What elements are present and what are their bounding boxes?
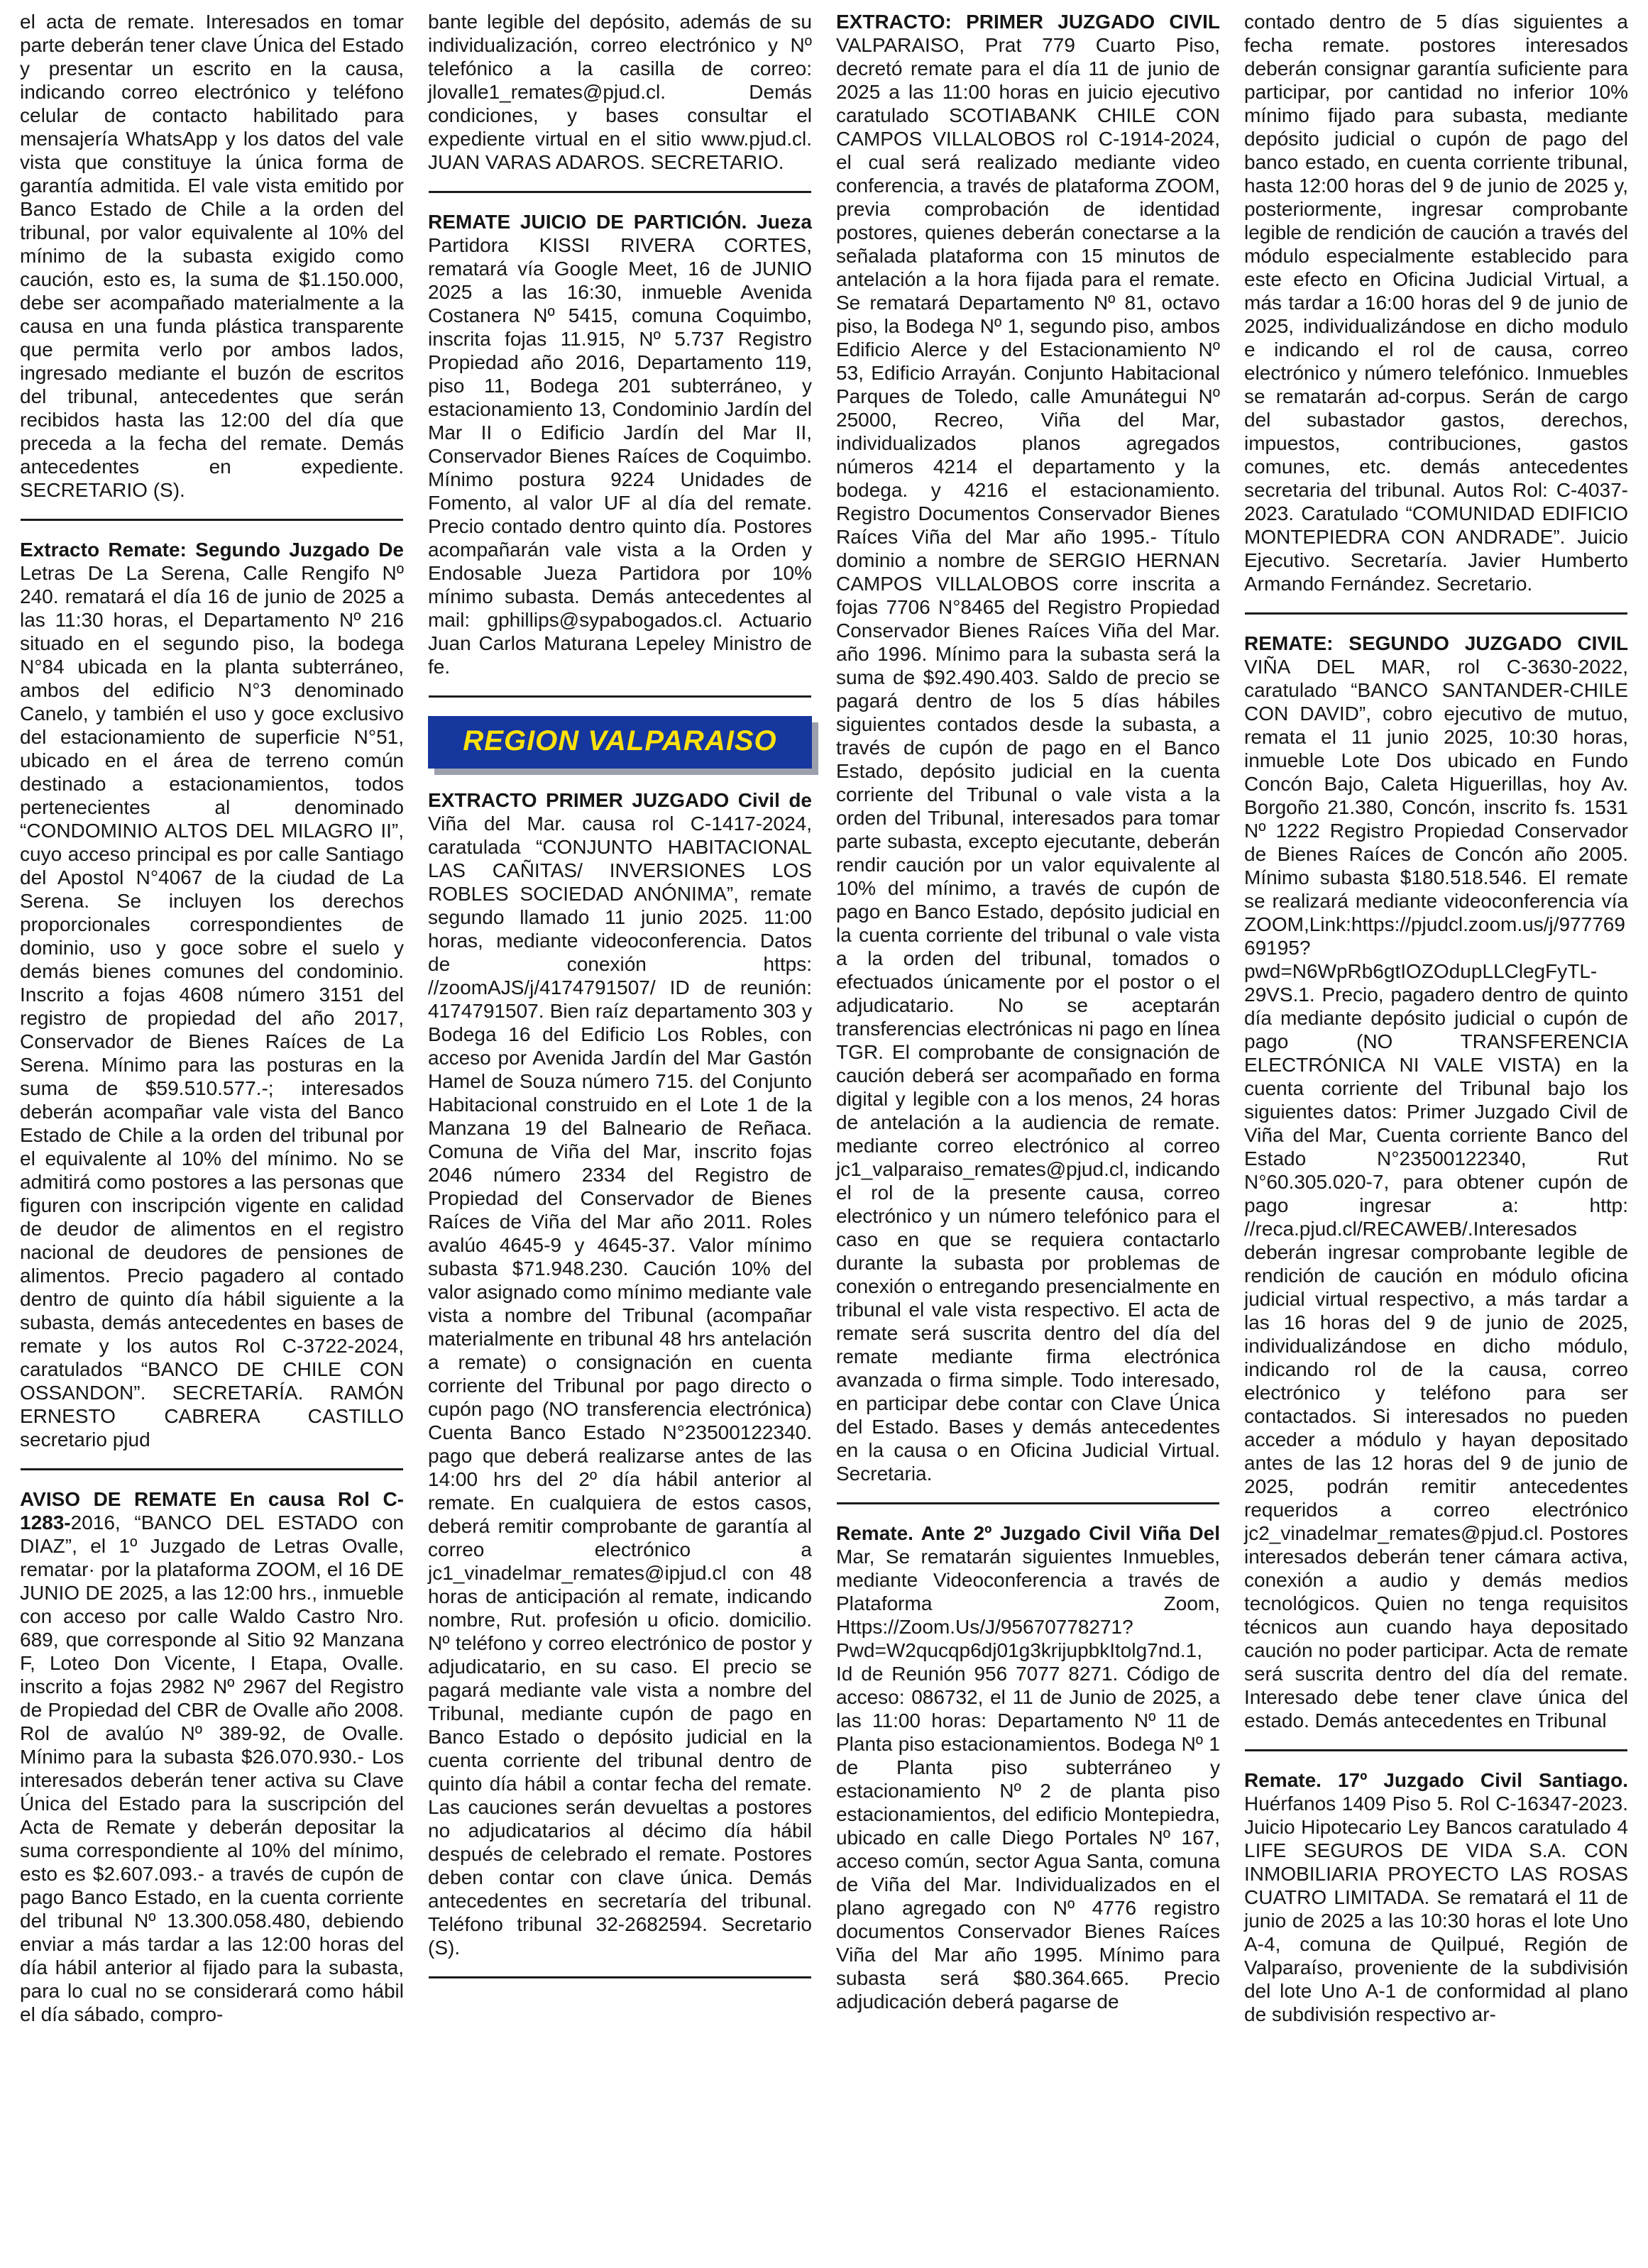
legal-notice xyxy=(428,788,812,1959)
legal-notice xyxy=(836,1521,1220,2013)
legal-notice xyxy=(1244,1768,1628,2026)
notice-heading-text: Remate. Ante 2º Juzgado Civil Viña Del xyxy=(836,1522,1220,1544)
column-4 xyxy=(1244,10,1628,2268)
notice-body-text: VALPARAISO, Prat 779 Cuarto Piso, decretó remate para el día 11 de junio de 2025 a las 11:00 horas en juicio ejecutivo caratulado SCOTIABANK CHILE CON CAMPOS VILLALOBOS rol C-1914-2024, el cual será realizado mediante video conferencia, a través de plataforma ZOOM, previa comprobación de identidad postores, quienes deberán conectarse a la señalada plataforma con 15 minutos de antelación a la hora fijada para el remate. Se rematará Departamento Nº 81, octavo piso, la Bodega Nº 1, segundo piso, ambos Edificio Alerce y del Estacionamiento Nº 53, Edificio Arrayán. Conjunto Habitacional Parques de Toledo, calle Amunátegui Nº 25000, Recreo, Viña del Mar, individualizados planos agregados números 4214 el departamento y la bodega. y 4216 el estacionamiento. Registro Documentos Conservador Bienes Raíces Viña del Mar año 1995.- Título dominio a nombre de SERGIO HERNAN CAMPOS VILLALOBOS corre inscrita a fojas 7706 N°8465 del Registro Propiedad Conservador Bienes Raíces Viña del Mar. año 1996. Mínimo para la subasta será la suma de $92.490.403. Saldo de precio se pagará dentro de los 5 días hábiles siguientes contados desde la subasta, a través de cupón de pago en el Banco Estado, depósito judicial en la cuenta corriente del Tribunal o vale vista a la orden del Tribunal, interesados para tomar parte subasta, excepto ejecutante, deberán rendir caución por un valor equivalente al 10% del mínimo, a través de cupón de pago en Banco Estado, depósito judicial en la cuenta corriente del tribunal o vale vista a la orden del tribunal, tomados o efectuados únicamente por el postor o el adjudicatario. No se aceptarán transferencias electrónicas ni pago en línea TGR. El comprobante de consignación de caución deberá ser acompañado en forma digital y legible con a los menos, 24 horas de antelación a la audiencia de remate. mediante correo electrónico al correo jc1_valparaiso_remates@pjud.cl, indicando el rol de la presente causa, correo electrónico y un número telefónico para el caso en que se requiera contactarlo durante la subasta por problemas de conexión o entregando presencialmente en tribunal el vale vista respectivo. El acta de remate será suscrita dentro del día del remate mediante firma electrónica avanzada o firma simple. Todo interesado, en participar debe contar con Clave Única del Estado. Bases y demás antecedentes en la causa o en Oficina Judicial Virtual. Secretaria. xyxy=(836,34,1220,1485)
notice-heading-text: AVISO DE REMATE En causa Rol C-1283- xyxy=(20,1488,404,1534)
region-banner-label: REGION VALPARAISO xyxy=(463,725,777,756)
notice-divider xyxy=(429,191,811,193)
notice-heading-text: REMATE JUICIO DE PARTICIÓN. Jueza xyxy=(428,211,812,233)
notice-divider xyxy=(429,1976,811,1978)
notice-body-text: Letras De La Serena, Calle Rengifo Nº 240. rematará el día 16 de junio de 2025 a las 11:30 horas, el Departamento Nº 216 situado en el segundo piso, la bodega N°84 ubicada en la planta subterráneo, ambos del edificio N°3 denominado Canelo, y también el uso y goce exclusivo del estacionamiento de superficie N°51, ubicado en el área de terreno común destinado a estacionamientos, todos pertenecientes al denominado “CONDOMINIO ALTOS DEL MILAGRO II”, cuyo acceso principal es por calle Santiago del Apostol N°4067 de la ciudad de La Serena. Se incluyen los derechos proporcionales correspondientes de dominio, uso y goce sobre el suelo y demás bienes comunes del condominio. Inscrito a fojas 4608 número 3151 del registro de propiedad del año 2017, Conservador de Bienes Raíces de La Serena. Mínimo para las posturas en la suma de $59.510.577.-; interesados deberán acompañar vale vista del Banco Estado de Chile a la orden del tribunal por el equivalente al 10% del mínimo. No se admitirá como postores a las personas que figuren con inscripción vigente en calidad de deudor de alimentos en el registro nacional de deudores de pensiones de alimentos. Precio pagadero al contado dentro de quinto día hábil siguiente a la subasta, demás antecedentes en bases de remate y los autos Rol C-3722-2024, caratulados “BANCO DE CHILE CON OSSANDON”. SECRETARÍA. RAMÓN ERNESTO CABRERA CASTILLO secretario pjud xyxy=(20,562,404,1450)
notice-body-text: VIÑA DEL MAR, rol C-3630-2022, caratulado “BANCO SANTANDER-CHILE CON DAVID”, cobro ejecutivo de mutuo, remata el 11 junio 2025, 10:30 horas, inmueble Lote Dos ubicado en Fundo Concón Bajo, Caleta Higuerillas, hoy Av. Borgoño 21.380, Concón, inscrito fs. 1531 Nº 1222 Registro Propiedad Conservador de Bienes Raíces de Concón año 2005. Mínimo subasta $180.518.546. El remate se realizará mediante videoconferencia vía ZOOM,Link:https://pjudcl.zoom.us/j/97776969195?pwd=N6WpRb6gtIOZOdupLLClegFyTL-29VS.1. Precio, pagadero dentro de quinto día mediante depósito judicial o cupón de pago (NO TRANSFERENCIA ELECTRÓNICA NI VALE VISTA) en la cuenta corriente del Tribunal bajo los siguientes datos: Primer Juzgado Civil de Viña del Mar, Cuenta corriente Banco del Estado N°23500122340, Rut N°60.305.020-7, para obtener cupón de pago ingresar a: http: //reca.pjud.cl/RECAWEB/.Interesados deberán ingresar comprobante legible de rendición de caución en módulo oficina judicial virtual respectivo, a más tardar a las 16 horas del 9 de junio de 2025, individualizándose en dicho módulo, indicando rol de la causa, correo electrónico y teléfono para ser contactados. Si interesados no pueden acceder a módulo y hayan depositado antes de las 12 horas del 9 de junio de 2025, podrán remitir antecedentes requeridos a correo electrónico jc2_vinadelmar_remates@pjud.cl. Postores interesados deberán tener cámara activa, conexión a audio y demás medios tecnológicos. Quien no tenga requisitos técnicos aun cuando haya depositado caución no poder participar. Acta de remate será suscrita dentro del día del remate. Interesado debe tener clave única del estado. Demás antecedentes en Tribunal xyxy=(1244,656,1628,1732)
column-2 xyxy=(428,10,812,2268)
legal-notice xyxy=(1244,10,1628,595)
notice-heading-text: REMATE: SEGUNDO JUZGADO CIVIL xyxy=(1244,632,1628,654)
notice-body-text: contado dentro de 5 días siguientes a fecha remate. postores interesados deberán consignar garantía suficiente para participar, por cantidad no inferior 10% mínimo fijado para subasta, mediante depósito judicial o cupón de pago del banco estado, en cuenta corriente tribunal, hasta 12:00 horas del 9 de junio de 2025 y, posteriormente, ingresar comprobante legible de rendición de caución a través del módulo especialmente establecido para este efecto en Oficina Judicial Virtual, a más tardar a 16:00 horas del 9 de junio de 2025, individualizándose en dicho modulo e indicando el rol de causa, correo electrónico y número telefónico. Inmuebles se rematarán ad-corpus. Serán de cargo del subastador gastos, derechos, impuestos, contribuciones, gastos comunes, etc. demás antecedentes secretaria del tribunal. Autos Rol: C-4037-2023. Caratulado “COMUNIDAD EDIFICIO MONTEPIEDRA CON ANDRADE”. Juicio Ejecutivo. Secretaría. Javier Humberto Armando Fernández. Secretario. xyxy=(1244,11,1628,595)
notice-heading-text: Extracto Remate: Segundo Juzgado De xyxy=(20,539,404,561)
legal-notice xyxy=(836,10,1220,1485)
notice-heading-text: EXTRACTO: PRIMER JUZGADO CIVIL xyxy=(836,11,1220,33)
notice-body-text: bante legible del depósito, además de su individualización, correo electrónico y Nº telefónico a la casilla de correo: jlovalle1_remates@pjud.cl. Demás condiciones, y bases consultar el expediente virtual en el sitio www.pjud.cl. JUAN VARAS ADAROS. SECRETARIO. xyxy=(428,11,812,173)
legal-notice xyxy=(428,10,812,174)
notice-divider xyxy=(1245,1749,1627,1751)
notice-divider xyxy=(1245,612,1627,615)
notice-body-text: Partidora KISSI RIVERA CORTES, rematará vía Google Meet, 16 de JUNIO 2025 a las 16:30, inmueble Avenida Costanera Nº 5415, comuna Coquimbo, inscrita fojas 11.915, Nº 5.737 Registro Propiedad año 2016, Departamento 119, piso 11, Bodega 201 subterráneo, y estacionamiento 13, Condominio Jardín del Mar II o Edificio Jardín del Mar II, Conservador Bienes Raíces de Coquimbo. Mínimo postura 9224 Unidades de Fomento, al valor UF al día del remate. Precio contado dentro quinto día. Postores acompañarán vale vista a la Orden y Endosable Jueza Partidora por 10% mínimo subasta. Demás antecedentes al mail: gphillips@sypabogados.cl. Actuario Juan Carlos Maturana Lepeley Ministro de fe. xyxy=(428,234,812,678)
notice-divider xyxy=(21,1468,403,1470)
legal-notice xyxy=(20,1487,404,2026)
legal-notice xyxy=(1244,632,1628,1732)
legal-notice xyxy=(428,210,812,678)
notice-divider xyxy=(837,1502,1219,1504)
notice-body-text: el acta de remate. Interesados en tomar parte deberán tener clave Única del Estado y presentar un escrito en la causa, indicando correo electrónico y teléfono celular de contacto habilitado para mensajería WhatsApp y los datos del vale vista que constituye la única forma de garantía admitida. El vale vista emitido por Banco Estado de Chile a la orden del tribunal, por valor equivalente al 10% del mínimo de la subasta exigido como caución, esto es, la suma de $1.150.000, debe ser acompañado materialmente a la causa en una funda plástica transparente que permita verlo por ambos lados, ingresado mediante el buzón de escritos del tribunal, antecedentes que serán recibidos hasta las 12:00 del día que preceda a la fecha del remate. Demás antecedentes en expediente. SECRETARIO (S). xyxy=(20,11,404,501)
notice-body-text: Mar, Se rematarán siguientes Inmuebles, mediante Videoconferencia a través de Plataforma Zoom, Https://Zoom.Us/J/95670778271?Pwd=W2qucqp6dj01g3krijupbkItolg7nd.1, Id de Reunión 956 7077 8271. Código de acceso: 086732, el 11 de Junio de 2025, a las 11:00 horas: Departamento Nº 11 de Planta piso estacionamientos. Bodega Nº 1 de Planta piso subterráneo y estacionamiento Nº 2 de planta piso estacionamientos, del edificio Montepiedra, ubicado en calle Diego Portales Nº 167, acceso común, sector Agua Santa, comuna de Viña del Mar. Individualizados en el plano agregado con Nº 4776 registro documentos Conservador Bienes Raíces Viña del Mar año 1995. Mínimo para subasta será $80.364.665. Precio adjudicación deberá pagarse de xyxy=(836,1546,1220,2013)
notice-body-text: Viña del Mar. causa rol C-1417-2024, caratulada “CONJUNTO HABITACIONAL LAS CAÑITAS/ INVERSIONES LOS ROBLES SOCIEDAD ANÓNIMA”, remate segundo llamado 11 junio 2025. 11:00 horas, mediante videoconferencia. Datos de conexión https: //zoomAJS/j/4174791507/ ID de reunión: 4174791507. Bien raíz departamento 303 y Bodega 16 del Edificio Los Robles, con acceso por Avenida Jardín del Mar Gastón Hamel de Souza número 715. del Conjunto Habitacional construido en el Lote 1 de la Manzana 19 del Balneario de Reñaca. Comuna de Viña del Mar, inscrito fojas 2046 número 2334 del Registro de Propiedad del Conservador de Bienes Raíces de Viña del Mar año 2011. Roles avalúo 4645-9 y 4645-37. Valor mínimo subasta $71.948.230. Caución 10% del valor asignado como mínimo mediante vale vista a nombre del Tribunal (acompañar materialmente en tribunal 48 hrs antelación a remate) o consignación en cuenta corriente del Tribunal por pago directo o cupón pago (NO transferencia electrónica) Cuenta Banco Estado N°23500122340. pago que deberá realizarse antes de las 14:00 hrs del 2º día hábil anterior al remate. En cualquiera de estos casos, deberá remitir comprobante de garantía al correo electrónico a jc1_vinadelmar_remates@ipjud.cl con 48 horas de anticipación al remate, indicando nombre, Rut. profesión u oficio. domicilio. Nº teléfono y correo electrónico de postor y adjudicatario, en su caso. El precio se pagará mediante vale vista a nombre del Tribunal, mediante cupón de pago en Banco Estado o depósito judicial en la cuenta corriente del tribunal dentro de quinto día hábil a contar fecha del remate. Las cauciones serán devueltas a postores no adjudicatarios al décimo día hábil después de celebrado el remate. Postores deben contar con clave única. Demás antecedentes en secretaría del tribunal. Teléfono tribunal 32-2682594. Secretario (S). xyxy=(428,813,812,1959)
column-1 xyxy=(20,10,404,2268)
notice-heading-text: Remate. 17º Juzgado Civil Santiago. xyxy=(1244,1769,1628,1791)
region-banner xyxy=(428,716,812,769)
notice-heading-text: EXTRACTO PRIMER JUZGADO Civil de xyxy=(428,789,812,811)
legal-notice xyxy=(20,538,404,1451)
notice-body-text: 2016, “BANCO DEL ESTADO con DIAZ”, el 1º Juzgado de Letras Ovalle, rematar· por la plataforma ZOOM, el 16 DE JUNIO DE 2025, a las 12:00 hrs., inmueble con acceso por calle Waldo Castro Nro. 689, que corresponde al Sitio 92 Manzana F, Loteo Don Vicente, I Etapa, Ovalle. inscrito a fojas 2982 Nº 2967 del Registro de Propiedad del CBR de Ovalle año 2008. Rol de avalúo Nº 389-92, de Ovalle. Mínimo para la subasta $26.070.930.- Los interesados deberán tener activa su Clave Única del Estado para la suscripción del Acta de Remate y deberán depositar la suma correspondiente al 10% del mínimo, esto es $2.607.093.- a través de cupón de pago Banco Estado, en la cuenta corriente del tribunal Nº 13.300.058.480, debiendo enviar a más tardar a las 12:00 horas del día hábil anterior al fijado para la subasta, para lo cual no se considerará como hábil el día sábado, compro- xyxy=(20,1512,404,2025)
notice-divider xyxy=(429,695,811,698)
legal-notice xyxy=(20,10,404,502)
notice-divider xyxy=(21,519,403,521)
column-3 xyxy=(836,10,1220,2268)
notice-body-text: Huérfanos 1409 Piso 5. Rol C-16347-2023. Juicio Hipotecario Ley Bancos caratulado 4 LIFE SEGUROS DE VIDA S.A. CON INMOBILIARIA PROYECTO LAS ROSAS CUATRO LIMITADA. Se rematará el 11 de junio de 2025 a las 10:30 horas el lote Uno A-4, comuna de Quilpué, Región de Valparaíso, proveniente de la subdivisión del lote Uno A-1 de conformidad al plano de subdivisión respectivo ar- xyxy=(1244,1793,1628,2025)
